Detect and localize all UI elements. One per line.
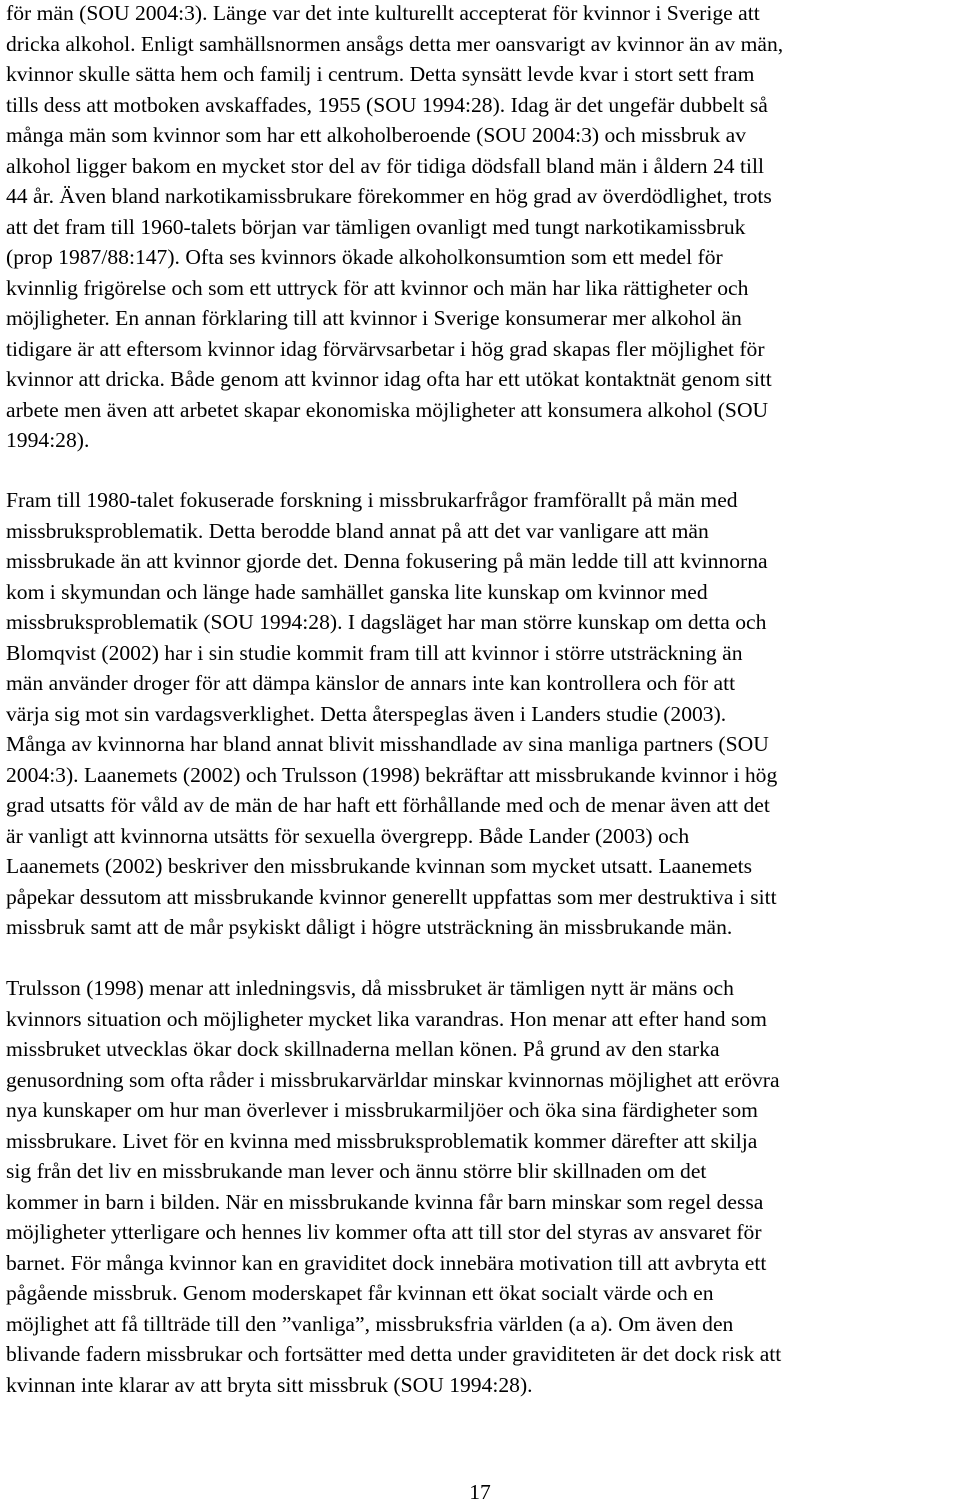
text-line: möjligheter. En annan förklaring till att kvinnor i Sverige konsumerar mer alkohol än (6, 306, 742, 330)
text-line: blivande fadern missbrukar och fortsätter med detta under graviditeten är det dock risk att (6, 1342, 782, 1366)
text-line: kommer in barn i bilden. När en missbrukande kvinna får barn minskar som regel dessa (6, 1189, 764, 1214)
text-line: kvinnlig frigörelse och som ett uttryck för att kvinnor och män har lika rättigheter och (6, 275, 749, 300)
text-line: är vanligt att kvinnorna utsätts för sexuella övergrepp. Både Lander (2003) och (6, 823, 690, 848)
text-line: kvinnan inte klarar av att bryta sitt missbruk (SOU 1994:28). (6, 1372, 533, 1397)
text-line: barnet. För många kvinnor kan en graviditet dock innebära motivation till att avbryta ett (6, 1250, 767, 1275)
text-line: möjligheter ytterligare och hennes liv kommer ofta att till stor del styras av ansvaret för (6, 1220, 762, 1244)
text-line: (prop 1987/88:147). Ofta ses kvinnors ökade alkoholkonsumtion som ett medel för (6, 245, 723, 269)
paragraph-2 (6, 485, 956, 943)
text-line: pågående missbruk. Genom moderskapet får kvinnan ett ökat socialt värde och en (6, 1281, 714, 1305)
text-line: Många av kvinnorna har bland annat blivit misshandlade av sina manliga partners (SOU (6, 732, 769, 756)
text-line: sig från det liv en missbrukande man lever och ännu större blir skillnaden om det (6, 1159, 707, 1183)
text-line: kom i skymundan och länge hade samhället ganska lite kunskap om kvinnor med (6, 579, 708, 604)
text-line: missbrukade än att kvinnor gjorde det. Denna fokusering på män ledde till att kvinnorna (6, 549, 768, 573)
text-line: många män som kvinnor som har ett alkoholberoende (SOU 2004:3) och missbruk av (6, 123, 747, 147)
text-line: missbruk samt att de mår psykiskt dåligt i högre utsträckning än missbrukande män. (6, 915, 733, 939)
text-line: kvinnors situation och möjligheter mycket lika varandras. Hon menar att efter hand som (6, 1006, 767, 1031)
page-number: 17 (469, 1480, 491, 1504)
text-line: missbruksproblematik. Detta berodde bland annat på att det var vanligare att män (6, 518, 709, 543)
paragraph-3 (6, 973, 956, 1400)
text-line: Laanemets (2002) beskriver den missbrukande kvinnan som mycket utsatt. Laanemets (6, 854, 752, 878)
text-line: genusordning som ofta råder i missbrukarvärldar minskar kvinnornas möjlighet att erövra (6, 1067, 780, 1092)
text-line: grad utsatts för våld av de män de har haft ett förhållande med och de menar även att det (6, 793, 770, 817)
text-line: värja sig mot sin vardagsverklighet. Detta återspeglas även i Landers studie (2003). (6, 701, 727, 726)
text-line: Trulsson (1998) menar att inledningsvis, då missbruket är tämligen nytt är mäns och (6, 976, 734, 1000)
text-line: kvinnor skulle sätta hem och familj i centrum. Detta synsätt levde kvar i stort sett fram (6, 62, 755, 86)
text-line: 44 år. Även bland narkotikamissbrukare förekommer en hög grad av överdödlighet, trots (6, 184, 772, 208)
text-line: påpekar dessutom att missbrukande kvinnor generellt uppfattas som mer destruktiva i sitt (6, 884, 777, 909)
text-line: tidigare är att eftersom kvinnor idag förvärvsarbetar i hög grad skapas fler möjlighet för (6, 336, 765, 361)
text-line: Fram till 1980-talet fokuserade forskning i missbrukarfrågor framförallt på män med (6, 488, 738, 512)
text-line: 2004:3). Laanemets (2002) och Trulsson (1998) bekräftar att missbrukande kvinnor i hög (6, 762, 778, 787)
text-line: tills dess att motboken avskaffades, 1955 (SOU 1994:28). Idag är det ungefär dubbelt så (6, 92, 768, 117)
text-line: missbruksproblematik (SOU 1994:28). I dagsläget har man större kunskap om detta och (6, 610, 767, 634)
text-line: män använder droger för att dämpa känslor de annars inte kan kontrollera och för att (6, 671, 736, 695)
paragraph-1 (6, 0, 956, 456)
text-line: missbruket utvecklas ökar dock skillnaderna mellan könen. På grund av den starka (6, 1037, 720, 1061)
text-line: att det fram till 1960-talets början var tämligen ovanligt med tungt narkotikamissbruk (6, 214, 746, 239)
text-line: 1994:28). (6, 428, 90, 452)
text-line: kvinnor att dricka. Både genom att kvinnor idag ofta har ett utökat kontaktnät genom sitt (6, 367, 772, 391)
text-line: Blomqvist (2002) har i sin studie kommit fram till att kvinnor i större utsträckning än (6, 640, 743, 665)
text-line: nya kunskaper om hur man överlever i missbrukarmiljöer och öka sina färdigheter som (6, 1098, 758, 1122)
text-line: missbrukare. Livet för en kvinna med missbruksproblematik kommer därefter att skilja (6, 1128, 758, 1153)
text-line: för män (SOU 2004:3). Länge var det inte kulturellt accepterat för kvinnor i Sverige att (6, 1, 760, 25)
text-line: dricka alkohol. Enligt samhällsnormen ansågs detta mer oansvarigt av kvinnor än av män, (6, 31, 784, 56)
text-line: arbete men även att arbetet skapar ekonomiska möjligheter att konsumera alkohol (SOU (6, 397, 769, 422)
text-line: möjlighet att få tillträde till den ”vanliga”, missbruksfria världen (a a). Om även den (6, 1311, 734, 1336)
text-line: alkohol ligger bakom en mycket stor del av för tidiga dödsfall bland män i åldern 24 till (6, 153, 764, 178)
